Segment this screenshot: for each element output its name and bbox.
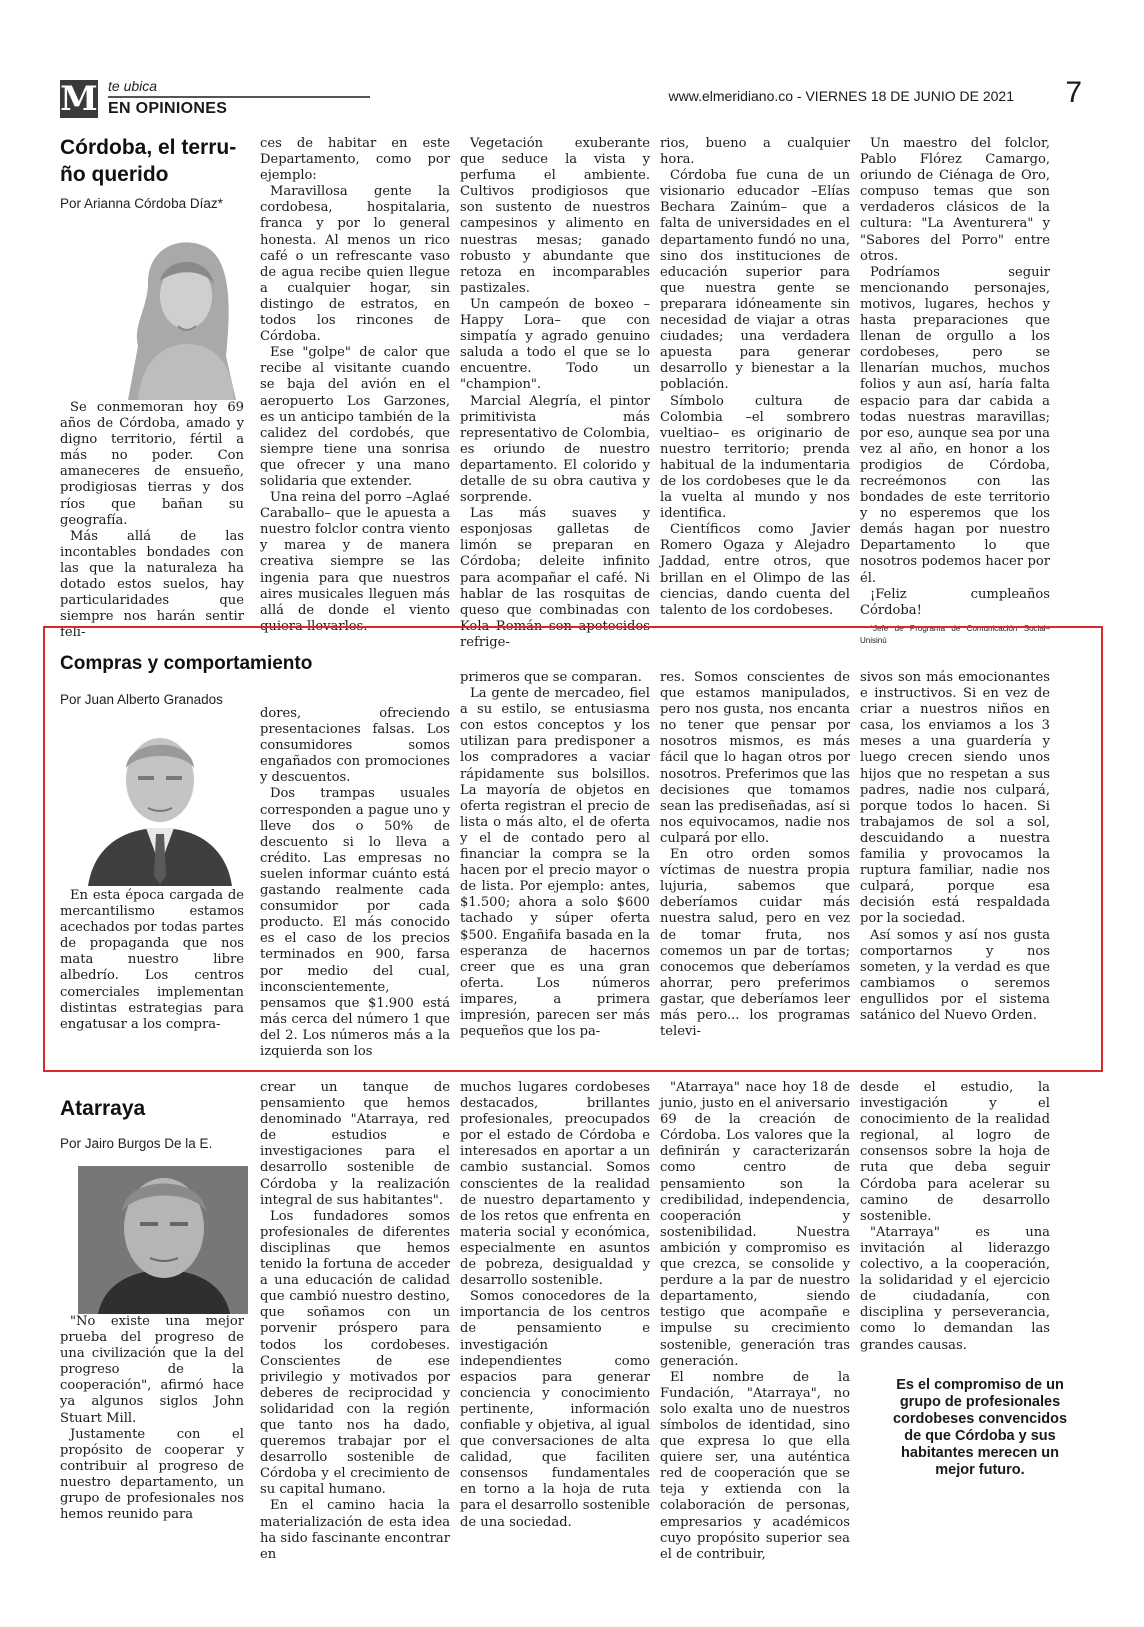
article-byline: Por Jairo Burgos De la E. (60, 1136, 213, 1151)
article-column-4: rios, bueno a cualquier hora. Córdoba fue cuna de un visionario educador –Elías Bechara Zainúm– que a falta de universidades en el departamento fundó no una, sino dos instituciones de educación superior para que nuestra gente se preparara idóneamente sin necesidad de viajar a otras ciudades; una verdadera apuesta para generar desarrollo y bienestar a la población. Símbolo cultura de Colombia –el sombrero vueltiao– es originario de nuestro territorio; prenda habitual de la indumentaria de los cordobeses que le da la vuelta al mundo y nos identifica. Científicos como Javier Romero Ogaza y Alejadro Jaddad, entre otros, que brillan en el Olimpo de las ciencias, dando cuenta del talento de los cordobeses. (660, 136, 850, 618)
newspaper-logo: M (60, 79, 98, 119)
author-photo (80, 716, 240, 886)
article-compras (60, 652, 1090, 1059)
article-column-2: ces de habitar en este Departamento, como por ejemplo: Maravillosa gente la cordobesa, hospitalaria, franca y por lo general honesta. Al menos un rico café o un refrescante vaso de agua recibe quien llegue a cualquier hogar, sin distingo de estratos, en todos los rincones de Córdoba. Ese "golpe" de calor que recibe al visitante cuando se baja del avión en el aeropuerto Los Garzones, es un anticipo también de la calidez del cordobés, que siempre tiene una sonrisa que ofrecer y una mano solidaria que extender. Una reina del porro –Aglaé Caraballo– que le apuesta a nuestro folclor contra viento y marea y de manera creativa siempre se las ingenia para que nuestros aires musicales lleguen más allá de donde el viento quiera llevarlos. (260, 136, 450, 634)
article-column-1: En esta época cargada de mercantilismo estamos acechados por todas partes de propaganda que nos mata nuestro libre albedrío. Los centros comerciales implementan distintas estrategias para engatusar a los compra- (60, 888, 244, 1032)
article-column-1: Se conmemoran hoy 69 años de Córdoba, amado y digno territorio, fértil a más no poder. Con amaneceres de ensueño, prodigiosas tierras y dos ríos que bañan su geografía. Más allá de las incontables bondades con las que la naturaleza ha dotado estos suelos, hay particularidades que siempre nos harán sentir feli- (60, 400, 244, 641)
article-headline: Compras y comportamiento (60, 653, 313, 674)
dateline: www.elmeridiano.co - VIERNES 18 DE JUNIO DE 2021 (668, 88, 1014, 104)
article-byline: Por Arianna Córdoba Díaz* (60, 196, 223, 211)
article-column-5: sivos son más emocionantes e instructivos. Si en vez de criar a nuestros niños en casa, los enviamos a los 3 meses a una guardería y luego crecen siendo unos hijos que no respetan a sus padres, nadie nos culpará, porque todos lo hacen. Si trabajamos de sol a sol, descuidando a nuestra familia y provocamos la ruptura familiar, nadie nos culpará, porque esa decisión está respaldada por la sociedad. Así somos y así nos gusta comportarnos y nos someten, y la verdad es que cambiamos o seremos engullidos por el sistema satánico del Nuevo Orden. (860, 670, 1050, 1023)
article-column-5: Un maestro del folclor, Pablo Flórez Camargo, oriundo de Ciénaga de Oro, compuso temas que son verdaderos clásicos de la cultura: "La Aventurera" y "Sabores del Porro" entre otros. Podríamos seguir mencionando personajes, motivos, lugares, hechos y hasta preparaciones que llenan de orgullo a los cordobeses, pero se llenarían muchos, muchos folios y aun así, haría falta espacio para dar cabida a todas nuestras maravillas; por eso, aunque sea por una vez al año, en honor a los prodigios de Córdoba, recreémonos con las bondades de este territorio y no esperemos que los demás hagan por nuestro Departamento lo que nosotros podemos hacer por él. ¡Feliz cumpleaños Córdoba! *Jefe de Programa de Comunicación Social–Unisinú (860, 136, 1050, 645)
article-column-4: res. Somos conscientes de que estamos manipulados, pero nos gusta, nos encanta no tener que pensar por nosotros mismos, es más fácil que lo hagan otros por nosotros. Preferimos que las decisiones que tomamos sean las prediseñadas, así si nos equivocamos, nadie nos culpará por ello. En otro orden somos víctimas de nuestra propia lujuria, sabemos que deberíamos cuidar más nuestra salud, pero en vez de tomar fruta, nos comemos un par de tortas; conocemos que deberíamos ahorrar, pero preferimos gastar, que deberíamos leer más pero... los programas televi- (660, 670, 850, 1040)
header-rule (108, 96, 370, 98)
logo-tagline: te ubica (108, 78, 158, 94)
author-photo (78, 1166, 248, 1314)
article-column-3: primeros que se comparan. La gente de mercadeo, fiel a su estilo, se entusiasma con estos conceptos y los utilizan para predisponer a los compradores a vaciar rápidamente sus bolsillos. La mayoría de objetos en oferta registran el precio de lista o más alto, el de oferta y el de contado pero al financiar la compra se la hacen por el precio mayor o de lista. Por ejemplo: antes, $1.500; ahora a solo $600 tachado y súper oferta $500. Engañifa basada en la esperanza de hacernos creer que es una gran oferta. Los números impares, a primera impresión, parecen ser más pequeños que los pa- (460, 670, 650, 1040)
article-column-5: desde el estudio, la investigación y el conocimiento de la realidad regional, al logro de consensos sobre la hoja de ruta que deba seguir Córdoba para acelerar su camino de desarrollo sostenible. "Atarraya" es una invitación al liderazgo colectivo, a la cooperación, la solidaridad y el ejercicio de ciudadanía, con disciplina y perseverancia, como lo demandan las grandes causas. (860, 1080, 1050, 1353)
article-column-2: dores, ofreciendo presentaciones falsas. Los consumidores somos engañados con promociones y descuentos. Dos trampas usuales corresponden a pague uno y lleve dos o 50% de descuento si lo lleva a crédito. Las empresas no suelen informar cuánto está gastando realmente cada consumidor por cada producto. El más conocido es el caso de los precios terminados en 900, farsa por medio del cual, inconscientemente, pensamos que $1.900 está más cerca del número 1 que del 2. Los números más a la izquierda son los (260, 706, 450, 1059)
pull-quote: Es el compromiso de un grupo de profesionales cordobeses convencidos de que Córdoba y sus habitantes merecen un mejor futuro. (892, 1377, 1068, 1478)
article-column-3: muchos lugares cordobeses destacados, brillantes profesionales, preocupados por el estado de Córdoba e interesados en aportar a un cambio sustancial. Somos conscientes de la realidad de nuestro departamento y de los retos que enfrenta en materia social y económica, especialmente en asuntos de pobreza, desigualdad y desarrollo sostenible. Somos conocedores de la importancia de los centros de pensamiento e investigación independientes como espacios para generar conciencia y conocimiento pertinente, información confiable y objetiva, al igual que conversaciones de alta calidad, que faciliten consensos fundamentales en torno a la hoja de ruta para el desarrollo sostenible de una sociedad. (460, 1080, 650, 1530)
article-byline: Por Juan Alberto Granados (60, 692, 223, 707)
article-column-4: "Atarraya" nace hoy 18 de junio, justo en el aniversario 69 de la creación de Córdoba. Los valores que la definirán y caracterizarán como centro de pensamiento son la credibilidad, independencia, cooperación y sostenibilidad. Nuestra ambición y compromiso es que crezca, se consolide y perdure a la par de nuestro departamento, siendo testigo que acompañe e impulse su crecimiento sostenible, generación tras generación. El nombre de la Fundación, "Atarraya", no solo exalta uno de nuestros símbolos de identidad, sino que expresa lo que ella quiere ser, una auténtica red de cooperación que se teja y extienda con la colaboración de personas, empresarios y académicos cuyo propósito superior sea el de contribuir, (660, 1080, 850, 1562)
author-photo (108, 226, 258, 400)
article-headline: Atarraya (60, 1097, 146, 1120)
article-headline: Córdoba, el terru- ño querido (60, 136, 237, 186)
section-title: EN OPINIONES (108, 100, 228, 117)
article-cordoba (60, 134, 1090, 650)
article-column-2: crear un tanque de pensamiento que hemos denominado "Atarraya, red de estudios e investigaciones para el desarrollo sostenible de Córdoba y la realización integral de sus habitantes". Los fundadores somos profesionales de diferentes disciplinas que hemos tenido la fortuna de acceder a una educación de calidad que cambió nuestro destino, que soñamos con un porvenir próspero para todos los cordobeses. Conscientes de ese privilegio y motivados por deberes de reciprocidad y solidaridad con la región que tanto nos ha dado, queremos trabajar por el desarrollo sostenible de Córdoba y el crecimiento de su capital humano. En el camino hacia la materialización de esta idea ha sido fascinante encontrar en (260, 1080, 450, 1562)
page-header (60, 78, 1090, 124)
article-column-1: "No existe una mejor prueba del progreso de una civilización que la del progreso de la cooperación", afirmó hace ya algunos siglos John Stuart Mill. Justamente con el propósito de cooperar y contribuir al progreso de nuestro departamento, un grupo de profesionales nos hemos reunido para (60, 1314, 244, 1523)
page-number: 7 (1065, 76, 1082, 109)
article-column-3: Vegetación exuberante que seduce la vista y perfuma el ambiente. Cultivos prodigiosos que son sustento de nuestros campesinos y alimento en nuestras mesas; ganado robusto y abundante que retoza en incomparables pastizales. Un campeón de boxeo –Happy Lora– que con simpatía y agrado genuino saluda a todo el que se lo encuentre. Todo un "champion". Marcial Alegría, el pintor primitivista más representativo de Colombia, es oriundo de nuestro departamento. El colorido y detalle de su obra cautiva y sorprende. Las más suaves y esponjosas galletas de limón se preparan en Córdoba; deleite infinito para acompañar el café. Ni hablar de las rosquitas de queso que combinadas con Kola Román son apetecidos refrige- (460, 136, 650, 650)
author-credit: *Jefe de Programa de Comunicación Social–Unisinú (860, 623, 1050, 645)
article-atarraya (60, 1080, 1090, 1576)
